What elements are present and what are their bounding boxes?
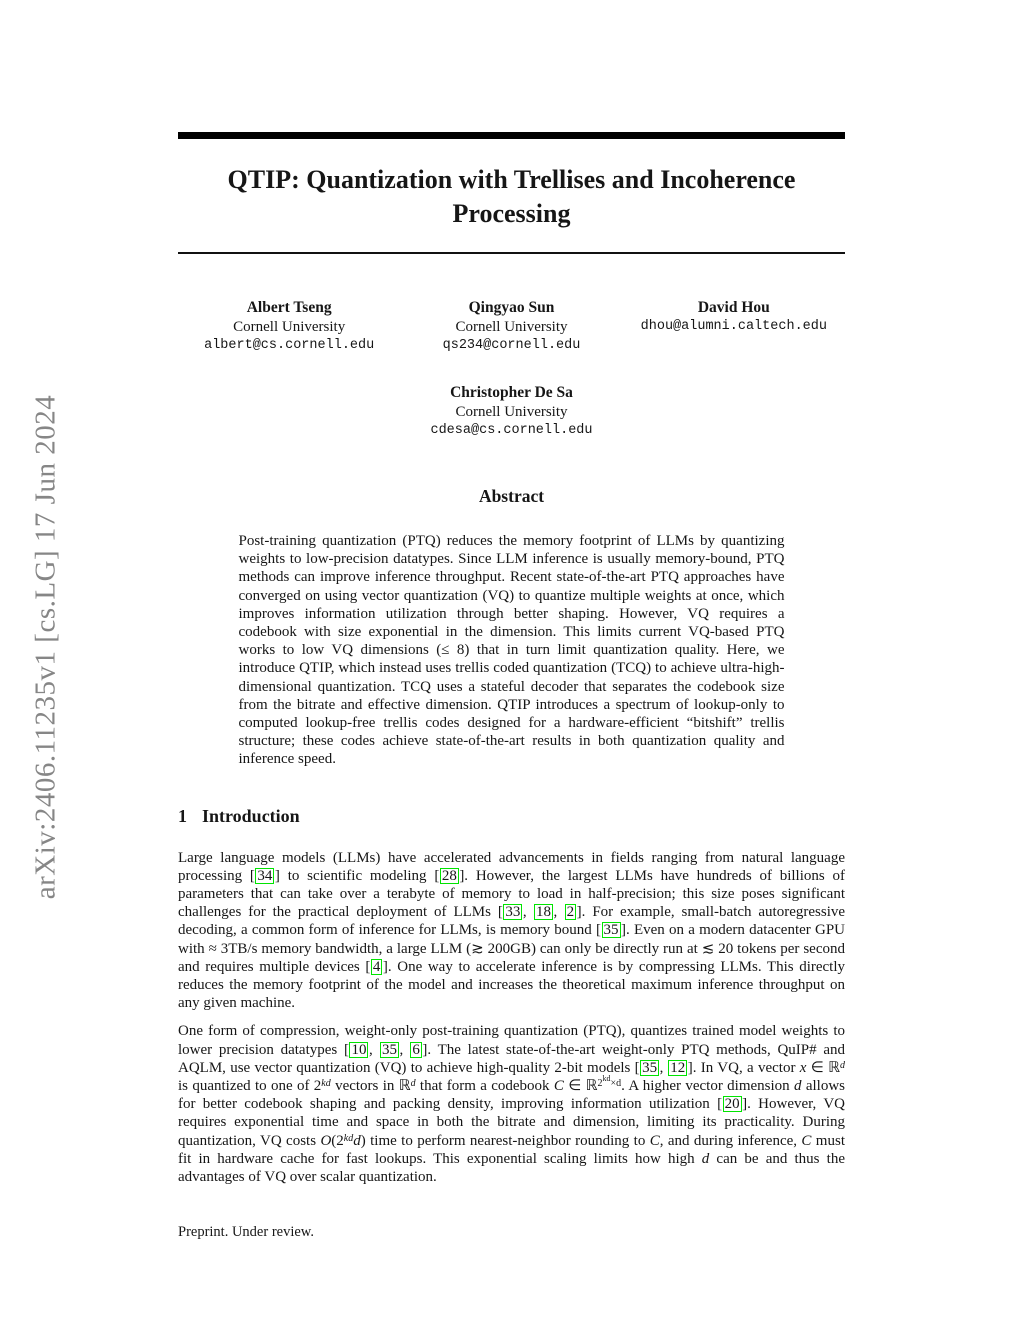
text-run: ]. However, VQ requires exponential time and space in both the bitrate and dimension, limiting its practicality. During quantization, VQ costs (178, 1096, 845, 1149)
section-title: Introduction (202, 805, 300, 826)
text-run: that form a codebook (415, 1078, 554, 1095)
text-run: ∈ ℝ (806, 1059, 841, 1076)
math-var: d (701, 1150, 710, 1167)
abstract-heading: Abstract (478, 486, 545, 506)
math-var: O (320, 1132, 332, 1149)
superscript: 2 (597, 1078, 603, 1090)
text-run: ∈ ℝ (563, 1078, 598, 1095)
math-superscript: d (410, 1078, 416, 1090)
text-run: is quantized to one of 2 (178, 1078, 322, 1095)
citation-link[interactable]: 4 (372, 958, 381, 975)
citation-link[interactable]: 18 (536, 904, 552, 921)
text-run: allows for better codebook shaping and packing density, improving information utilization [ (178, 1078, 845, 1113)
intro-paragraph-1 (178, 849, 845, 1013)
author-block (178, 298, 400, 355)
text-run: , (368, 1041, 380, 1058)
text-run: . A higher vector dimension (621, 1078, 794, 1095)
math-var: C (649, 1132, 660, 1149)
author-affiliation: Cornell University (233, 319, 346, 335)
citation-link[interactable]: 35 (642, 1059, 658, 1076)
author-affiliation: Cornell University (455, 404, 568, 420)
math-superscript: d (840, 1059, 846, 1071)
author-name: Albert Tseng (246, 299, 332, 316)
preprint-footnote: Preprint. Under review. (178, 1224, 314, 1240)
text-run: (2 (331, 1132, 344, 1149)
abstract-text: Post-training quantization (PTQ) reduces the memory footprint of LLMs by quantizing weights to low-precision datatypes. Since LLM inference is usually memory-bound, PTQ methods can improve inference throughput. Recent state-of-the-art PTQ approaches have converged on using vector quantization (VQ) to quantize multiple weights at once, which improves information utilization through better shaping. However, VQ requires a codebook with size exponential in the dimension. This limits current VQ-based PTQ works to low VQ dimensions (≤ 8) that in turn limit quantization quality. Here, we introduce QTIP, which instead uses trellis coded quantization (TCQ) to achieve ultra-high-dimensional quantization. TCQ uses a stateful decoder that separates the codebook size from the bitrate and effective dimension. QTIP introduces a spectrum of lookup-only to computed lookup-free trellis codes designed for a hardware-efficient “bitshift” trellis structure; these codes achieve state-of-the-art results in both quantization quality and inference speed. (238, 533, 785, 768)
author-email-link[interactable]: dhou@alumni.caltech.edu (640, 319, 827, 334)
author-name: Qingyao Sun (468, 299, 555, 316)
text-run: can be and thus the advantages of VQ over scalar quantization. (178, 1150, 845, 1186)
author-email-link[interactable]: albert@cs.cornell.edu (204, 338, 375, 353)
math-var: C (801, 1132, 812, 1149)
math-var: d (353, 1132, 361, 1149)
citation-link[interactable]: 12 (670, 1059, 686, 1076)
author-block (623, 298, 845, 355)
citation-link[interactable]: 35 (381, 1041, 397, 1058)
citation-link[interactable]: 28 (441, 867, 457, 884)
author-block (392, 383, 632, 440)
text-run: ]. For example, small-batch autoregressive decoding, a common form of inference for LLMs, is memory bound [ (178, 904, 846, 939)
text-run: , (553, 904, 565, 921)
authors-row-2 (178, 383, 845, 440)
citation-link[interactable]: 6 (412, 1041, 420, 1058)
citation-link[interactable]: 20 (724, 1096, 740, 1113)
math-var: C (553, 1078, 564, 1095)
text-run: ]. In VQ, a vector (687, 1059, 800, 1076)
text-run: ] to scientific modeling [ (274, 867, 440, 884)
section-number: 1 (178, 805, 187, 826)
text-run: ) time to perform nearest-neighbor rounding to (360, 1132, 650, 1149)
nested-superscript: kd (602, 1074, 611, 1084)
text-run: Large language models (LLMs) have accelerated advancements in fields ranging from natural language processing [ (178, 849, 845, 884)
title-rule-bottom (178, 252, 845, 254)
author-email-link[interactable]: cdesa@cs.cornell.edu (430, 423, 593, 438)
text-run: ]. Even on a modern datacenter GPU with ≈ 3TB/s memory bandwidth, a large LLM (≳ 200GB) can only be directly run at ≲ 20 tokens per second and requires multiple devices [ (178, 922, 845, 975)
arxiv-watermark: arXiv:2406.11235v1 [cs.LG] 17 Jun 2024 (29, 394, 62, 900)
author-name: David Hou (697, 299, 770, 316)
text-run: , and during inference, (659, 1132, 802, 1149)
citation-link[interactable]: 2 (566, 904, 575, 921)
text-run: One form of compression, weight-only post-training quantization (PTQ), quantizes trained model weights to lower precision datatypes [ (178, 1023, 845, 1058)
math-var: d (794, 1078, 802, 1095)
author-name: Christopher De Sa (450, 384, 573, 401)
author-email-link[interactable]: qs234@cornell.edu (442, 338, 581, 353)
citation-link[interactable]: 10 (351, 1041, 367, 1058)
superscript: ×d (610, 1078, 622, 1090)
text-run: , (399, 1041, 410, 1058)
text-run: vectors in ℝ (330, 1078, 411, 1095)
title-rule-top (178, 132, 845, 139)
author-affiliation: Cornell University (455, 319, 568, 335)
text-run: must fit in hardware cache for fast lookups. This exponential scaling limits how high (178, 1132, 845, 1167)
section-heading-introduction (178, 806, 845, 827)
authors-row-1 (178, 298, 845, 355)
text-run: ]. The latest state-of-the-art weight-only PTQ methods, QuIP# and AQLM, use vector quantization (VQ) to achieve high-quality 2-bit models [ (178, 1041, 846, 1076)
citation-link[interactable]: 34 (257, 867, 273, 884)
citation-link[interactable]: 35 (603, 922, 619, 939)
intro-paragraph-2 (178, 1022, 845, 1186)
math-superscript: kd (343, 1132, 354, 1144)
math-var: x (799, 1059, 807, 1076)
paper-content (178, 0, 845, 1186)
author-block (400, 298, 622, 355)
citation-link[interactable]: 33 (505, 904, 521, 921)
text-run: ]. One way to accelerate inference is by compressing LLMs. This directly reduces the memory footprint of the model and increases the theoretical maximum inference throughput on any given machine. (178, 958, 846, 1012)
math-superscript: kd (321, 1078, 331, 1090)
page-title: QTIP: Quantization with Trellises and Incoherence Processing (227, 165, 796, 228)
text-run: , (659, 1059, 668, 1076)
text-run: , (522, 904, 534, 921)
text-run: ]. However, the largest LLMs have hundreds of billions of parameters that can take over a terabyte of memory to load in half-precision; this size poses significant challenges for the practical deployment of LLMs [ (178, 867, 845, 921)
